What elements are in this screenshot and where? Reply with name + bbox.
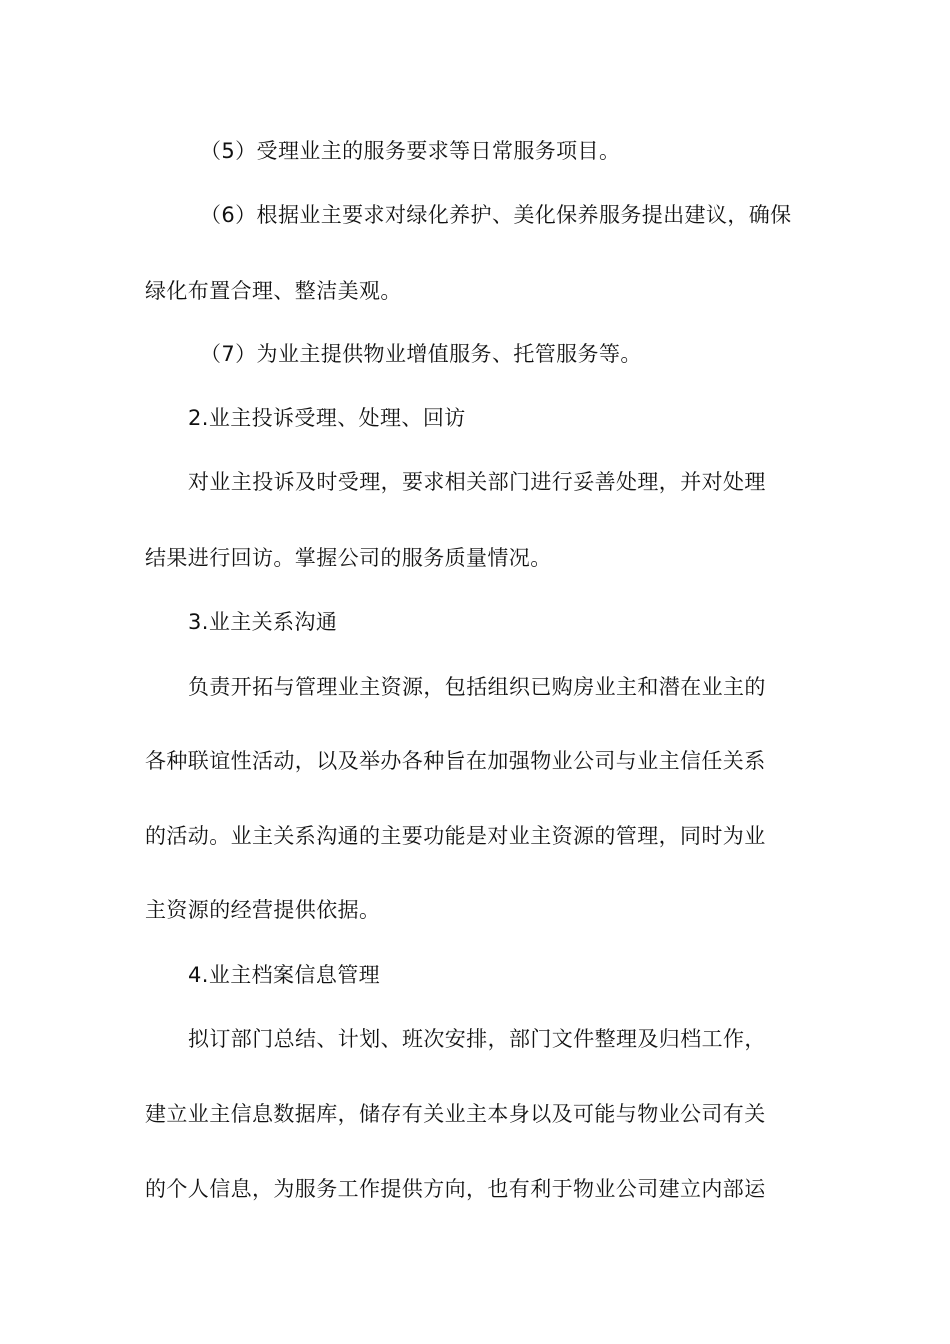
section-4-paragraph-line-1: 拟订部门总结、计划、班次安排，部门文件整理及归档工作，: [188, 1027, 766, 1051]
section-4-heading: 4.业主档案信息管理: [188, 963, 381, 987]
section-2-heading: 2.业主投诉受理、处理、回访: [188, 406, 466, 430]
section-2-paragraph-line-1: 对业主投诉及时受理，要求相关部门进行妥善处理，并对处理: [188, 470, 766, 494]
section-3-paragraph-line-4: 主资源的经营提供依据。: [145, 898, 381, 922]
item-5-line: （5）受理业主的服务要求等日常服务项目。: [200, 139, 621, 163]
item-6-line-1: （6）根据业主要求对绿化养护、美化保养服务提出建议，确保: [200, 203, 792, 227]
item-6-line-2: 绿化布置合理、整洁美观。: [145, 279, 402, 303]
section-2-paragraph-line-2: 结果进行回访。掌握公司的服务质量情况。: [145, 546, 552, 570]
section-4-paragraph-line-2: 建立业主信息数据库，储存有关业主本身以及可能与物业公司有关: [145, 1102, 766, 1126]
section-3-heading: 3.业主关系沟通: [188, 610, 338, 634]
section-3-paragraph-line-2: 各种联谊性活动，以及举办各种旨在加强物业公司与业主信任关系: [145, 749, 766, 773]
section-3-paragraph-line-3: 的活动。业主关系沟通的主要功能是对业主资源的管理，同时为业: [145, 824, 766, 848]
section-4-paragraph-line-3: 的个人信息，为服务工作提供方向，也有利于物业公司建立内部运: [145, 1177, 766, 1201]
item-7-line: （7）为业主提供物业增值服务、托管服务等。: [200, 342, 642, 366]
section-3-paragraph-line-1: 负责开拓与管理业主资源，包括组织已购房业主和潜在业主的: [188, 675, 766, 699]
